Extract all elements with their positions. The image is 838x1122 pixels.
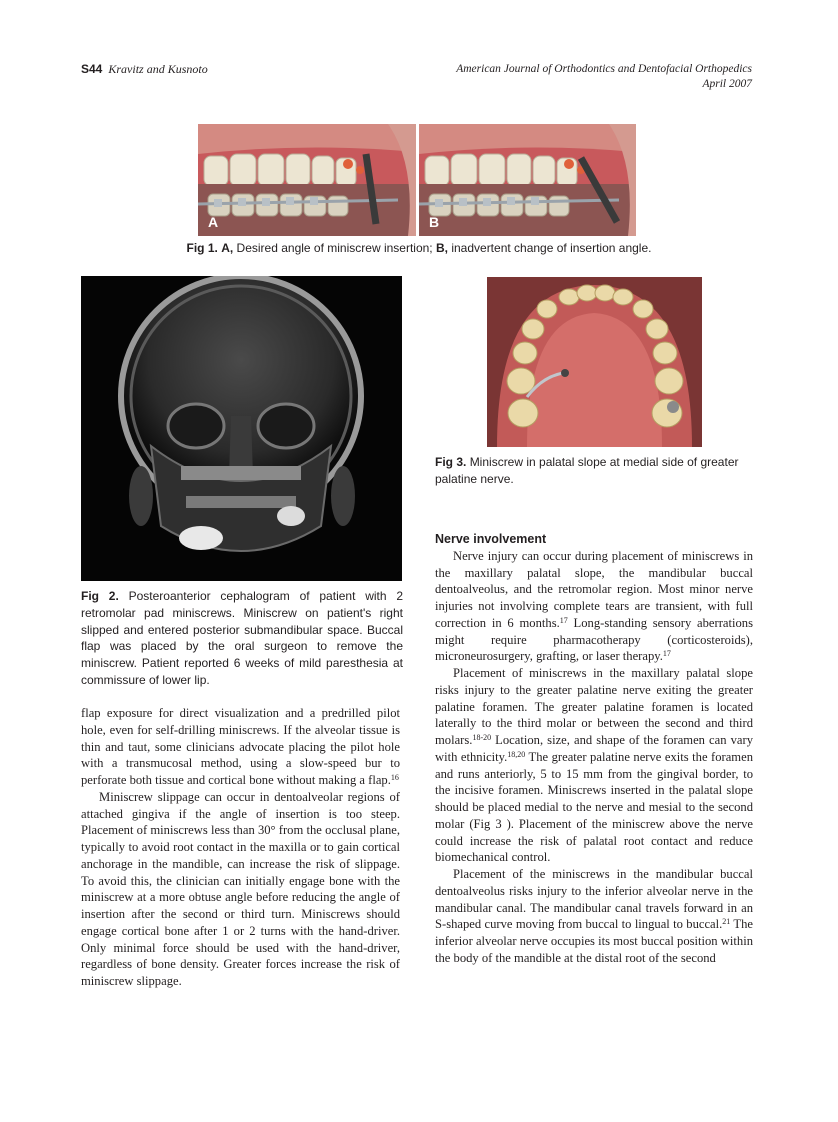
page-number: S44: [81, 62, 103, 76]
intraoral-photo-a: [198, 124, 416, 236]
left-column-text: [81, 705, 400, 990]
right-p1-text-a: Nerve injury can occur during placement of miniscrews in the maxillary palatal slope, the mandibular buccal dentoalveolus, and the retromolar region. Most minor nerve injuries not involving complete tears are transient, with full correction in 6 months.: [435, 548, 753, 630]
fig2-xray-image: [81, 276, 402, 581]
running-header-right: [456, 62, 752, 92]
right-column-text: [435, 531, 753, 967]
fig3-palate-photo: [487, 277, 702, 447]
ref-17a: 17: [559, 615, 568, 625]
fig3-caption: [435, 454, 755, 488]
fig2-caption-text: Posteroanterior cephalogram of patient with 2 retromolar pad miniscrews. Miniscrew on patient's right slipped and entered posterior submandibular space. Buccal flap was placed by the oral surgeon to remove the miniscrew. Patient reported 6 weeks of mild paresthesia at commissure of lower lip.: [81, 589, 403, 687]
running-authors: Kravitz and Kusnoto: [108, 62, 208, 76]
fig1-caption-a-marker: A,: [221, 241, 234, 255]
palatal-photo: [487, 277, 702, 447]
right-paragraph-3: [435, 866, 753, 967]
running-header-left: [81, 62, 208, 77]
ref-16: 16: [390, 773, 399, 782]
fig1-caption-a-text: Desired angle of miniscrew insertion;: [236, 241, 433, 255]
fig1-caption-label: Fig 1.: [186, 241, 218, 255]
right-p2-text-a: Placement of miniscrews in the maxillary palatal slope risks injury to the greater palatine nerve exiting the greater palatine foramen. The greater palatine foramen is located laterally to the third molar or between the second and third molars.: [435, 666, 753, 747]
fig1-panel-b-photo: [419, 124, 636, 236]
fig1-caption: [0, 240, 838, 257]
left-paragraph-2: Miniscrew slippage can occur in dentoalveolar regions of attached gingiva if the angle of insertion is too steep. Placement of miniscrews less than 30° from the occlusal plane, typically to avoid root contact in the maxilla or to gain cortical anchorage in the mandible, can increase the risk of slippage. To avoid this, the clinician can initially engage bone with the miniscrew at a more obtuse angle before reducing the angle of insertion after the second or third turn. Miniscrews should engage cortical bone after 1 or 2 turns with the hand-driver. Only minimal force should be used with the hand-driver, regardless of bone density. Greater forces increase the risk of miniscrew slippage.: [81, 789, 400, 988]
right-paragraph-2: [435, 665, 753, 866]
journal-name: American Journal of Orthodontics and Dentofacial Orthopedics: [456, 63, 752, 75]
left-paragraph-1: [81, 705, 400, 789]
fig1-caption-b-marker: B,: [435, 241, 448, 255]
fig1-label-b: B: [429, 214, 440, 230]
ref-18-20: 18-20: [472, 733, 492, 742]
ref-17b: 17: [662, 649, 671, 659]
fig3-caption-text: Miniscrew in palatal slope at medial side of greater palatine nerve.: [435, 455, 739, 486]
right-paragraph-1: [435, 548, 753, 665]
ref-18-20b: 18,20: [507, 749, 526, 759]
fig3-caption-label: Fig 3.: [435, 455, 467, 469]
ref-21: 21: [722, 917, 731, 927]
right-p1-text-b: Long-standing sensory aberrations might require pharmacotherapy (corticosteroids), microneurosurgery, grafting, or laser therapy.: [435, 615, 753, 664]
intraoral-photo-b: [419, 124, 636, 236]
fig2-caption: [81, 588, 403, 689]
issue-date: April 2007: [702, 78, 752, 90]
right-p2-text-c: The greater palatine nerve exits the foramen and runs anteriorly, 5 to 15 mm from the gingival border, to the incisive foramen. Miniscrews inserted in the palatal slope should be placed medial to the nerve and mesial to the second molar (Fig 3 ). Placement of the miniscrew above the nerve could increase the risk of palatal root contact and reduce biomechanical control.: [435, 749, 753, 865]
section-heading-nerve-involvement: Nerve involvement: [435, 532, 547, 546]
fig1-panel-a-photo: [198, 124, 416, 236]
fig1-caption-b-text: inadvertent change of insertion angle.: [451, 241, 652, 255]
right-p3-text-b: The inferior alveolar nerve occupies its most buccal position within the body of the mandible at the distal root of the second: [435, 917, 753, 965]
right-p2-text-b: Location, size, and shape of the foramen can vary with ethnicity.: [435, 733, 753, 764]
fig2-caption-label: Fig 2.: [81, 589, 119, 603]
fig1-label-a: A: [208, 214, 219, 230]
cephalogram-image: [81, 276, 402, 581]
left-paragraph-1-text: flap exposure for direct visualization and a predrilled pilot hole, even for self-drilling miniscrews. If the alveolar tissue is thin and taut, some clinicians advocate placing the pilot hole with a transmucosal method, using a slow-speed bur to perforate both tissue and cortical bone without making a flap.: [81, 706, 400, 787]
right-p3-text-a: Placement of the miniscrews in the mandibular buccal dentoalveolus risks injury to the inferior alveolar nerve in the mandibular canal. The mandibular canal travels forward in an S-shaped curve moving from buccal to lingual to buccal.: [435, 867, 753, 932]
